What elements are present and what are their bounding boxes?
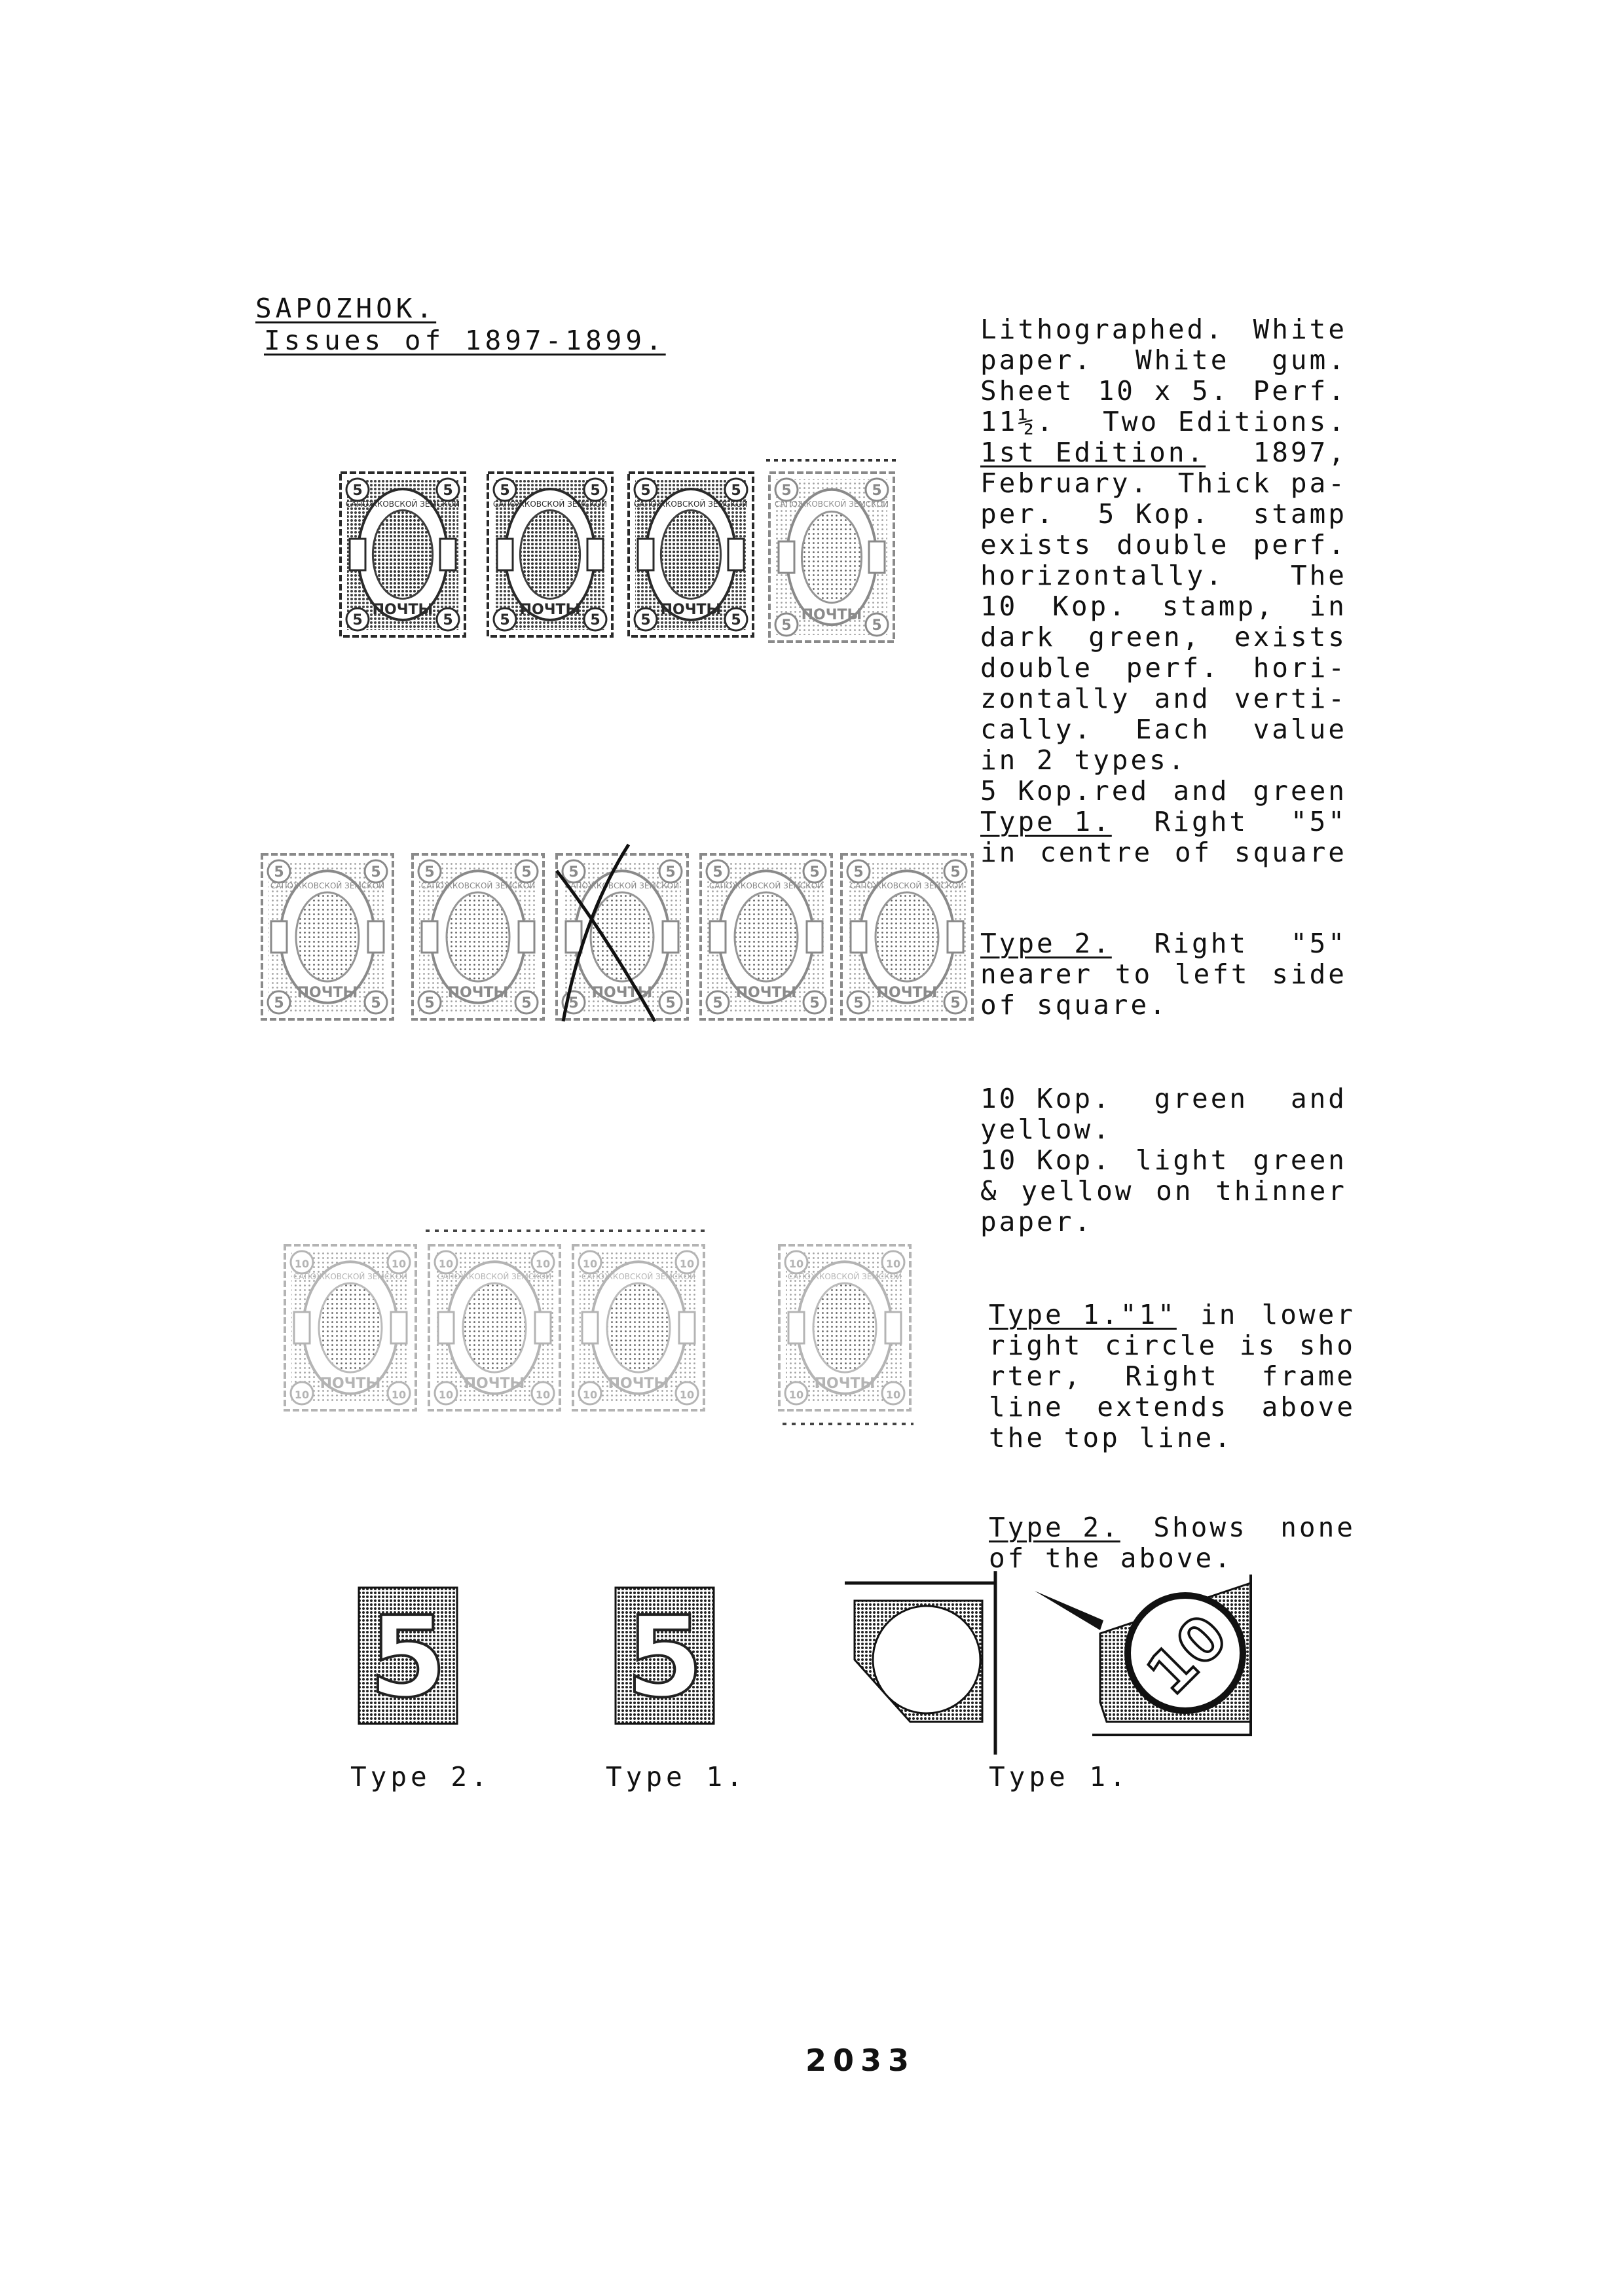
text-word: none (1280, 1512, 1356, 1543)
stamp-top-legend: САПОЖКОВСКОЙ ЗЕМСКОЙ (345, 500, 460, 509)
stamp-corner-value: 5 (731, 483, 741, 499)
text-word: February. (980, 467, 1150, 499)
text-word: 10 x 5. (1098, 375, 1230, 407)
text-word: horizontally. (980, 560, 1225, 591)
text-word: 1st Edition. (980, 437, 1206, 468)
text-word: 5 Kop.red (980, 775, 1150, 807)
text-word: exists (1234, 621, 1347, 653)
text-word: Perf. (1253, 375, 1347, 407)
text-word: Type 2. (989, 1512, 1120, 1543)
text-word: Two Editions. (1103, 406, 1347, 437)
text-word: Type 1. (980, 806, 1112, 837)
stamp-corner-value: 10 (294, 1389, 310, 1401)
text-word: per. (980, 498, 1056, 530)
stamp-top-legend: САПОЖКОВСКОЙ ЗЕМСКОЙ (787, 1272, 902, 1281)
text-word: left (1174, 958, 1250, 990)
detail-type2-square (359, 1588, 457, 1724)
text-word: stamp, (1162, 591, 1275, 622)
stamp (557, 854, 688, 1019)
text-word: verti- (1234, 683, 1347, 714)
text-word: green (1154, 1083, 1249, 1114)
caption-type1-frame: Type 1. (989, 1761, 1130, 1793)
stamp-corner-value: 5 (371, 864, 381, 881)
text-word: and (1173, 775, 1230, 807)
stamp (629, 473, 753, 636)
stamp-corner-value: 5 (712, 864, 723, 881)
stamp-top-legend: САПОЖКОВСКОЙ ЗЕМСКОЙ (492, 500, 608, 509)
stamp-corner-value: 5 (809, 864, 820, 881)
text-word: double (1116, 529, 1230, 560)
stamp-top-legend: САПОЖКОВСКОЙ ЗЕМСКОЙ (633, 500, 748, 509)
text-word: zontally (980, 683, 1131, 714)
stamp-corner-value: 5 (590, 612, 600, 629)
stamp-bottom-legend: ПОЧТЫ (801, 607, 862, 623)
stamp (413, 854, 544, 1019)
stamp (769, 473, 894, 642)
text-word: Right (1154, 928, 1249, 959)
stamp-corner-value: 5 (872, 483, 882, 499)
stamp-corner-value: 5 (500, 483, 510, 499)
text-word: stamp (1253, 498, 1347, 530)
stamp-corner-value: 5 (872, 617, 882, 634)
text-word: "5" (1290, 928, 1347, 959)
stamp-corner-value: 5 (809, 995, 820, 1011)
text-word: green (1253, 1144, 1347, 1176)
text-word: 5 Kop. (1098, 498, 1211, 530)
text-word: 10 Kop. (980, 1083, 1112, 1114)
stamp-corner-value: 5 (781, 483, 792, 499)
stamp-corner-value: 10 (885, 1389, 901, 1401)
stamp-corner-value: 5 (781, 617, 792, 634)
stamp-corner-value: 5 (665, 864, 676, 881)
stamp-corner-value: 5 (568, 995, 579, 1011)
stamp (779, 1245, 910, 1410)
text-word: 10 (980, 591, 1018, 622)
stamp-bottom-legend: ПОЧТЫ (591, 985, 653, 1001)
stamp-corner-value: 5 (640, 612, 651, 629)
text-word: of (1174, 837, 1213, 868)
stamp-corner-value: 5 (665, 995, 676, 1011)
stamp (573, 1245, 704, 1410)
stamp-corner-value: 10 (294, 1258, 310, 1270)
stamp-top-legend: САПОЖКОВСКОЙ ЗЕМСКОЙ (564, 881, 680, 890)
text-word: green, (1088, 621, 1202, 653)
stamp-top-legend: САПОЖКОВСКОЙ ЗЕМСКОЙ (420, 881, 536, 890)
stamp-bottom-legend: ПОЧТЫ (372, 602, 434, 618)
stamp-corner-value: 5 (731, 612, 741, 629)
stamp-corner-value: 10 (788, 1258, 804, 1270)
text-word: "5" (1290, 806, 1347, 837)
text-word: exists (980, 529, 1094, 560)
text-word: yellow (1021, 1175, 1134, 1207)
detail-digit-type1: 5 (625, 1593, 704, 1722)
stamp-corner-value: 5 (371, 995, 381, 1011)
header-title: SAPOZHOK. (255, 293, 437, 324)
text-word: paper. (980, 1206, 1094, 1237)
stamp (701, 854, 832, 1019)
stamp-corner-value: 5 (853, 995, 864, 1011)
stamp-corner-value: 5 (853, 864, 864, 881)
caption-type1-numeral: Type 1. (606, 1761, 747, 1793)
text-word: of square. (980, 989, 1168, 1021)
stamp-corner-value: 10 (885, 1258, 901, 1270)
stamp-corner-value: 5 (443, 612, 453, 629)
text-word: perf. (1126, 652, 1221, 683)
stamp-bottom-legend: ПОЧТЫ (464, 1376, 525, 1392)
text-word: centre (1040, 837, 1153, 868)
detail-type1-frame (845, 1571, 1252, 1755)
stamp-top-legend: САПОЖКОВСКОЙ ЗЕМСКОЙ (849, 881, 965, 890)
stamp-corner-value: 5 (590, 483, 600, 499)
text-word: gum. (1272, 344, 1347, 376)
text-word: Thick pa- (1177, 467, 1347, 499)
stamp-corner-value: 10 (788, 1389, 804, 1401)
stamp-corner-value: 5 (500, 612, 510, 629)
stamp-top-legend: САПОЖКОВСКОЙ ЗЕМСКОЙ (270, 881, 385, 890)
stamp-corner-value: 5 (352, 612, 363, 629)
text-word: to (1115, 958, 1153, 990)
text-word: in 2 types. (980, 744, 1187, 776)
stamp-top-legend: САПОЖКОВСКОЙ ЗЕМСКОЙ (774, 500, 889, 509)
text-word: frame (1261, 1360, 1356, 1392)
text-word: lower (1261, 1299, 1356, 1330)
text-word: above (1261, 1391, 1356, 1423)
text-word: yellow. (980, 1114, 1112, 1145)
stamp-corner-value: 10 (535, 1258, 551, 1270)
stamp-top-legend: САПОЖКОВСКОЙ ЗЕМСКОЙ (293, 1272, 408, 1281)
stamp-bottom-legend: ПОЧТЫ (876, 985, 938, 1001)
stamp-corner-value: 5 (950, 995, 961, 1011)
text-word: double (980, 652, 1094, 683)
text-word: is (1239, 1330, 1278, 1361)
stamp-bottom-legend: ПОЧТЫ (814, 1376, 876, 1392)
stamp-bottom-legend: ПОЧТЫ (447, 985, 509, 1001)
detail-circle-value: 10 (1134, 1601, 1241, 1709)
stamp-corner-value: 5 (443, 483, 453, 499)
text-word: Type 2. (980, 928, 1112, 959)
text-word: in (1309, 591, 1347, 622)
stamp-top-legend: САПОЖКОВСКОЙ ЗЕМСКОЙ (581, 1272, 696, 1281)
stamp-bottom-legend: ПОЧТЫ (660, 602, 722, 618)
text-word: in (980, 837, 1018, 868)
stamp-corner-value: 5 (950, 864, 961, 881)
text-word: dark (980, 621, 1056, 653)
text-word: Right (1125, 1360, 1219, 1392)
stamp-bottom-legend: ПОЧТЫ (735, 985, 797, 1001)
page-number: 2033 (805, 2043, 916, 2078)
text-word: Type 1."1" (989, 1299, 1177, 1330)
stamp-corner-value: 10 (582, 1389, 598, 1401)
stamp-bottom-legend: ПОЧТЫ (320, 1376, 381, 1392)
stamp-top-legend: САПОЖКОВСКОЙ ЗЕМСКОЙ (709, 881, 824, 890)
text-word: in (1200, 1299, 1238, 1330)
stamp-bottom-legend: ПОЧТЫ (297, 985, 358, 1001)
text-word: of the above. (989, 1542, 1233, 1574)
text-word: light (1135, 1144, 1230, 1176)
text-word: 10 Kop. (980, 1144, 1112, 1176)
stamp-bottom-legend: ПОЧТЫ (519, 602, 581, 618)
stamp-corner-value: 5 (521, 864, 532, 881)
detail-digit-type2: 5 (369, 1593, 447, 1722)
text-word: White (1135, 344, 1230, 376)
text-word: 11½. (980, 406, 1056, 437)
text-word: green (1253, 775, 1347, 807)
text-word: Each (1135, 714, 1211, 745)
text-word: and (1154, 683, 1211, 714)
text-word: & (980, 1175, 999, 1207)
text-word: side (1272, 958, 1347, 990)
text-word: extends (1097, 1391, 1229, 1423)
caption-type2: Type 2. (350, 1761, 491, 1793)
stamp-corner-value: 5 (274, 995, 284, 1011)
stamp-bottom-legend: ПОЧТЫ (608, 1376, 669, 1392)
stamp-corner-value: 10 (438, 1389, 454, 1401)
stamp-corner-value: 10 (391, 1389, 407, 1401)
stamp-corner-value: 5 (352, 483, 363, 499)
stamp (262, 854, 393, 1019)
text-word: right (989, 1330, 1083, 1361)
text-word: the top line. (989, 1422, 1233, 1453)
stamp-corner-value: 5 (274, 864, 284, 881)
text-word: paper. (980, 344, 1094, 376)
stamp-corner-value: 10 (582, 1258, 598, 1270)
text-word: hori- (1253, 652, 1347, 683)
stamp (285, 1245, 416, 1410)
stamp-corner-value: 10 (391, 1258, 407, 1270)
text-word: 1897, (1253, 437, 1347, 468)
stamp-corner-value: 10 (438, 1258, 454, 1270)
text-word: square (1234, 837, 1347, 868)
text-word: Shows (1153, 1512, 1247, 1543)
stamp-corner-value: 10 (679, 1258, 695, 1270)
stamp-top-legend: САПОЖКОВСКОЙ ЗЕМСКОЙ (437, 1272, 552, 1281)
text-word: cally. (980, 714, 1094, 745)
stamp-corner-value: 10 (679, 1389, 695, 1401)
text-word: nearer (980, 958, 1094, 990)
text-word: Right (1154, 806, 1249, 837)
text-word: perf. (1253, 529, 1347, 560)
stamp-corner-value: 5 (640, 483, 651, 499)
text-word: circle (1105, 1330, 1218, 1361)
text-word: Lithographed. (980, 314, 1225, 345)
stamp-corner-value: 5 (424, 995, 435, 1011)
text-word: on (1156, 1175, 1194, 1207)
stamp-corner-value: 5 (424, 864, 435, 881)
text-word: and (1290, 1083, 1347, 1114)
text-word: rter, (989, 1360, 1083, 1392)
text-word: Sheet (980, 375, 1075, 407)
text-word: The (1290, 560, 1347, 591)
text-word: thinner (1215, 1175, 1347, 1207)
text-word: value (1253, 714, 1347, 745)
stamp (429, 1245, 560, 1410)
text-word: sho (1299, 1330, 1356, 1361)
header-subtitle: Issues of 1897-1899. (264, 325, 666, 356)
stamp-corner-value: 10 (535, 1389, 551, 1401)
stamp-corner-value: 5 (521, 995, 532, 1011)
stamp (841, 854, 972, 1019)
stamp (488, 473, 612, 636)
text-word: line (989, 1391, 1064, 1423)
text-word: Kop. (1052, 591, 1128, 622)
stamp (341, 473, 465, 636)
detail-type1-square (616, 1588, 714, 1724)
text-word: White (1253, 314, 1347, 345)
stamp-corner-value: 5 (568, 864, 579, 881)
stamp-corner-value: 5 (712, 995, 723, 1011)
